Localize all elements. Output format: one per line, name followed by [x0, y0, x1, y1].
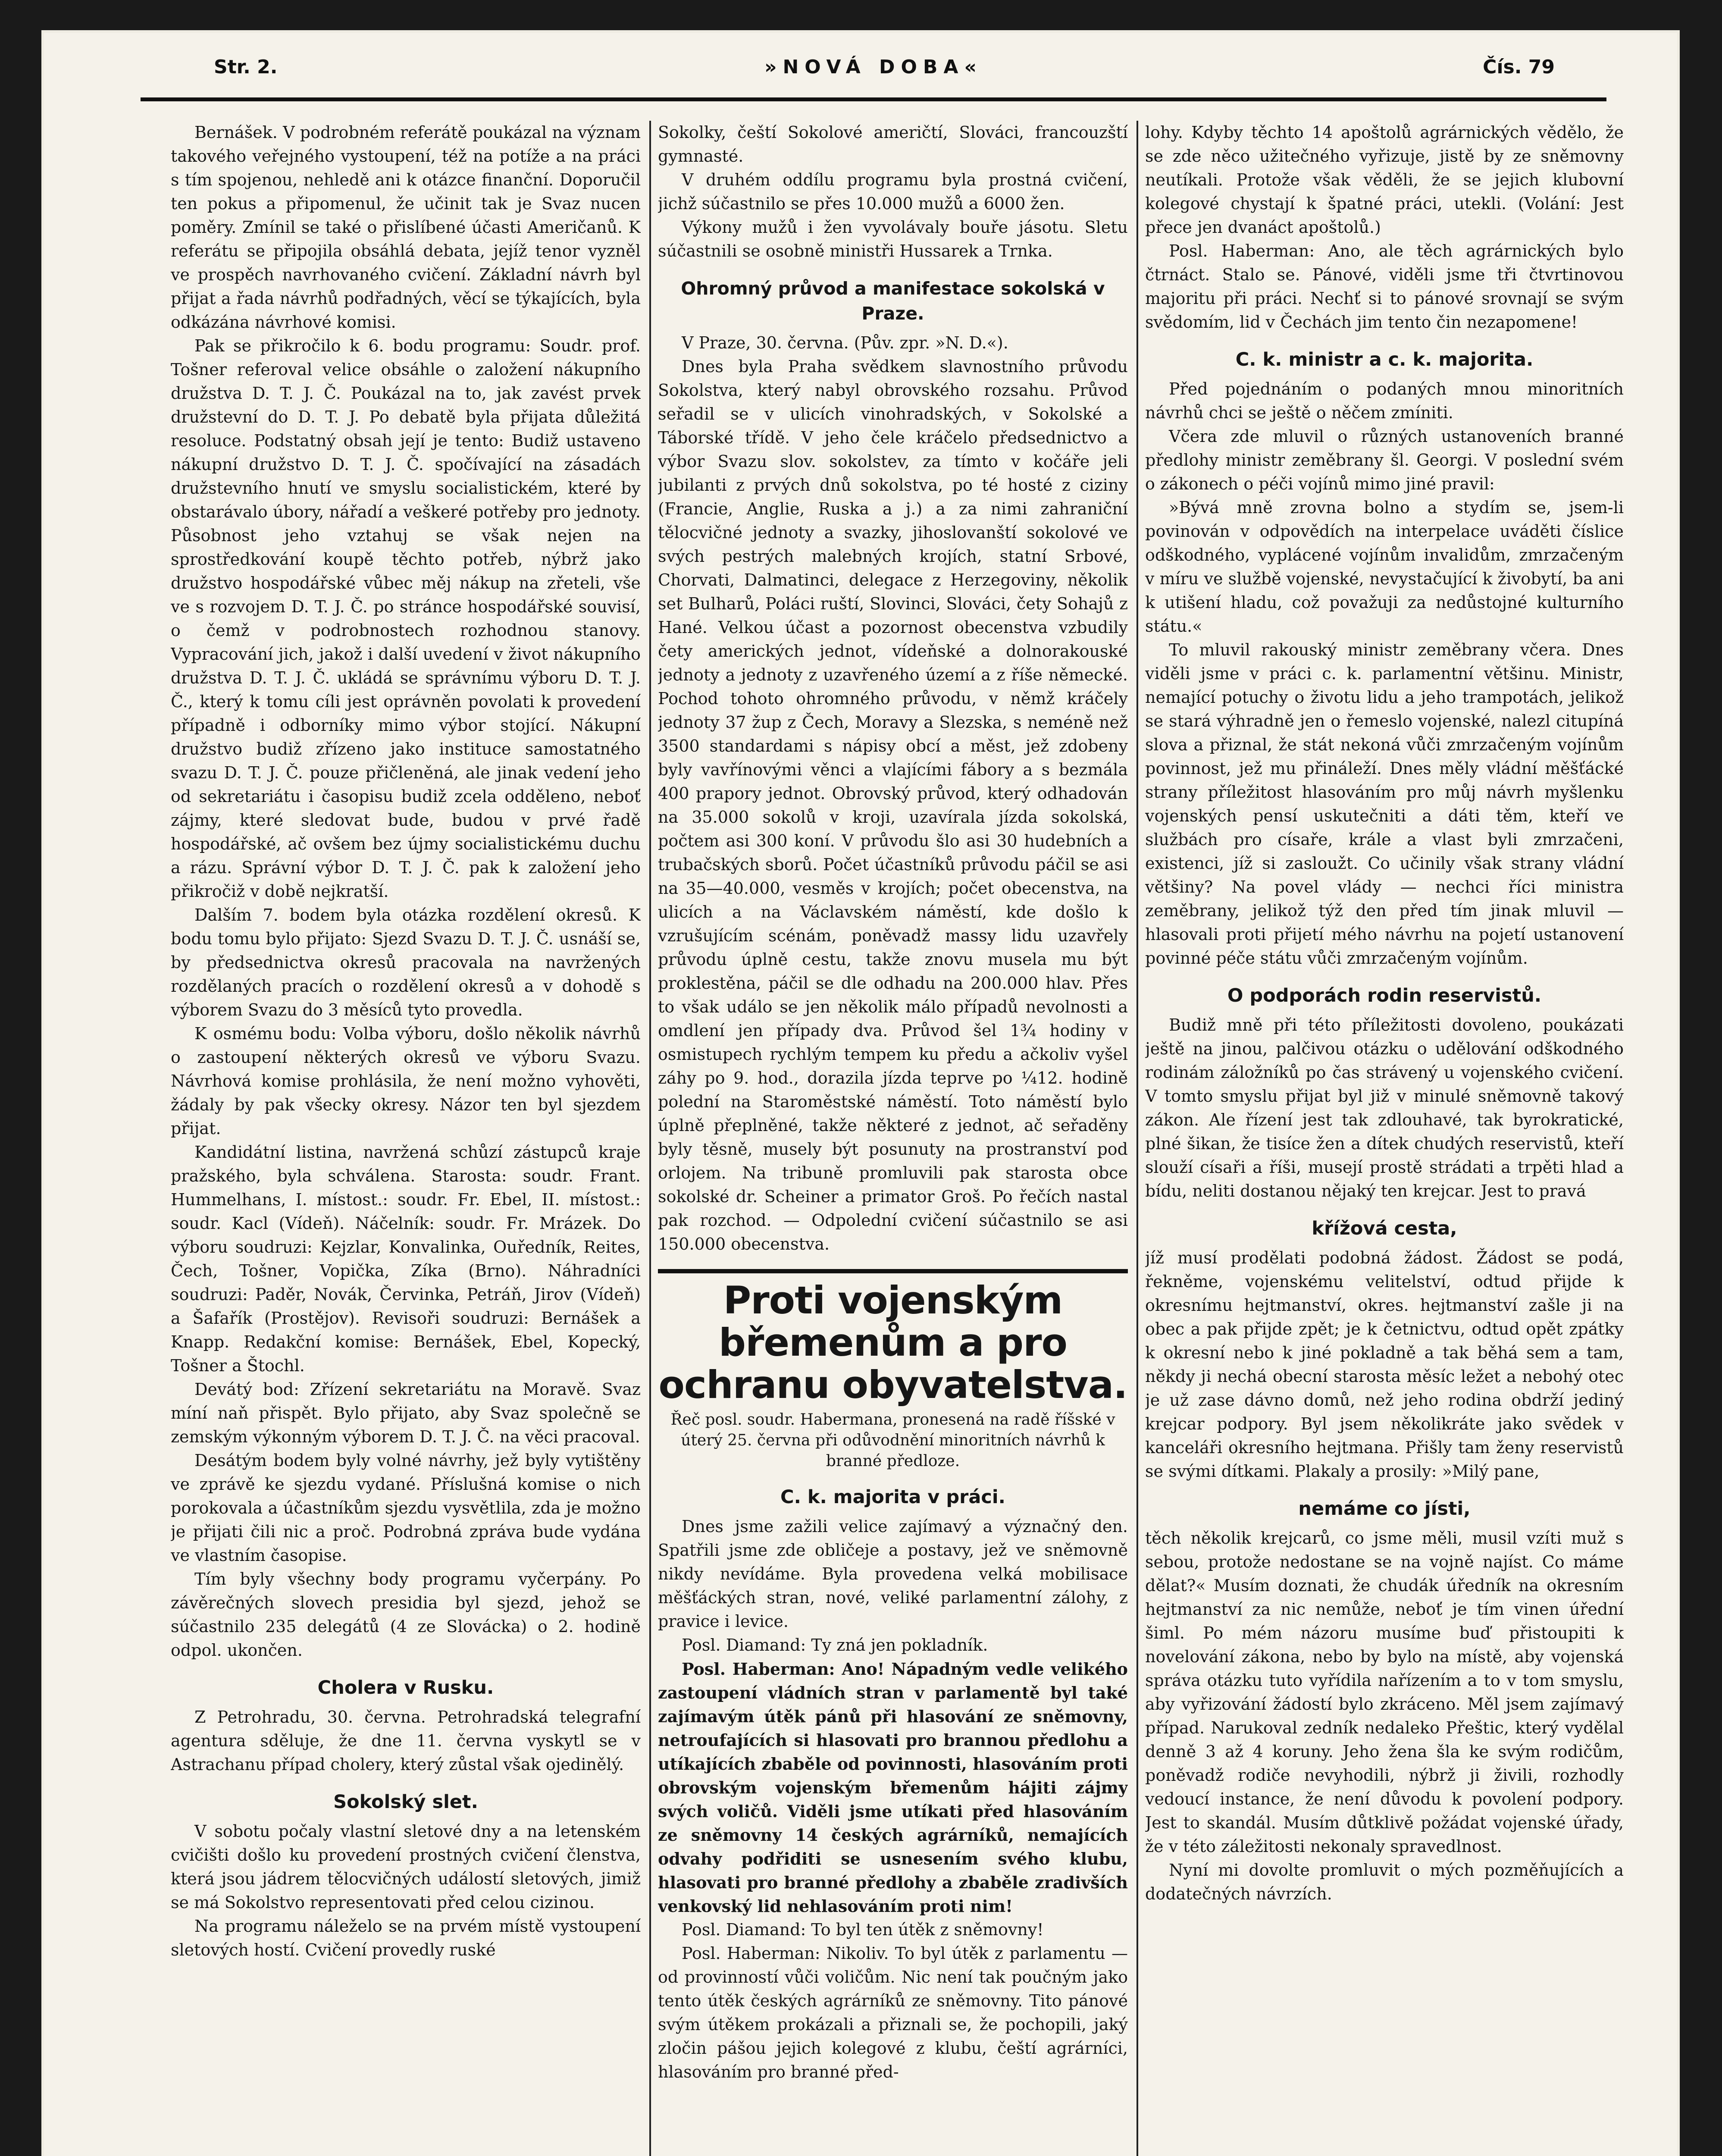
headline-majorita: C. k. majorita v práci. [780, 1486, 1005, 1508]
paragraph: Posl. Diamand: Ty zná jen pokladník. [682, 1636, 988, 1655]
issue-number: Čís. 79 [1483, 56, 1555, 78]
headline-ministr: C. k. ministr a c. k. majorita. [1235, 349, 1534, 370]
paragraph: Z Petrohradu, 30. června. Petrohradská telegrafní agentura sděluje, že dne 11. června vyskytl se v Astrachanu případ cholery, který zůstal však ojedinělý. [171, 1708, 641, 1774]
paragraph: Devátý bod: Zřízení sekretariátu na Moravě. Svaz míní naň přispět. Bylo přijato, aby Svaz společně se zemským výkonným výborem D. T. J. Č. na věci pracoval. [171, 1380, 641, 1446]
paragraph: Posl. Diamand: To byl ten útěk z sněmovny! [682, 1920, 1044, 1939]
paragraph: Posl. Haberman: Ano! Nápadným vedle velikého zastoupení vládních stran v parlamentě byl také zajímavým útěk pánů při hlasování ze sněmovny, netroufajících si hlasovati pro brannou předlohu a utíkajících zbaběle od povinnosti, hlasováním proti obrovským vojenským břemenům hájiti zájmy svých voličů. Viděli jsme utíkati před hlasováním ze sněmovny 14 českých agrárníků, nemajících odvahy podřiditi se usnesením svého klubu, hlasovati pro branné předlohy a zbaběle zradivších venkovský lid nehlasováním proti nim! [658, 1659, 1128, 1916]
masthead-title: »NOVÁ DOBA« [764, 56, 983, 78]
headline-subtitle: Řeč posl. soudr. Habermana, pronesená na radě říšské v úterý 25. června při odůvodnění minoritních návrhů k branné předloze. [670, 1411, 1115, 1470]
paragraph: Bernášek. V podrobném referátě poukázal na význam takového veřejného vystoupení, též na potíže a na práci s tím spojenou, nehledě ani k otázce finanční. Doporučil ten pokus a připomenul, že učinit tak je Svaz nucen poměry. Zmínil se také o přislíbené účasti Američanů. K referátu se připojila obsáhlá debata, jejíž tenor vyzněl ve prospěch navrhovaného cvičení. Základní návrh byl přijat a řada návrhů podřadných, věcí se týkajících, byla odkázána návrhové komisi. [171, 123, 641, 332]
paragraph: Výkony mužů i žen vyvolávaly bouře jásotu. Sletu súčastnili se osobně ministři Hussarek a Trnka. [658, 218, 1128, 260]
page-number: Str. 2. [214, 56, 278, 78]
page-header [141, 50, 1606, 101]
headline-cholera: Cholera v Rusku. [317, 1677, 494, 1698]
paragraph: Budiž mně při této příležitosti dovoleno, poukázati ještě na jinou, palčivou otázku o udělování odškodného rodinám záložníků po čas strávený u vojenského cvičení. V tomto smyslu přijat byl již v minulé sněmovně takový zákon. Ale řízení jest tak zdlouhavé, tak byrokratické, plné šikan, že tisíce žen a dítek chudých reservistů, kteří slouží císaři a říši, musejí prostě strádati a trpěti hlad a bídu, neliti dostanou nějaký ten krejcar. Jest to pravá [1145, 1015, 1624, 1200]
paragraph: Desátým bodem byly volné návrhy, jež byly vytištěny ve zprávě ke sjezdu vydané. Příslušná komise o nich porokovala a účastníkům sjezdu vysvětlila, zda je možno je přijati čili nic a proč. Podrobná zpráva bude vydána ve vlastním časopise. [171, 1451, 641, 1565]
headline-krizova-cesta: křížová cesta, [1312, 1218, 1457, 1239]
article-separator [658, 1269, 1128, 1406]
paragraph: Včera zde mluvil o různých ustanoveních branné předlohy ministr zeměbrany šl. Georgi. V poslední svém o zákonech o péči vojínů mimo jiné pravil: [1145, 427, 1624, 493]
paragraph: Kandidátní listina, navržená schůzí zástupců kraje pražského, byla schválena. Starosta: soudr. Frant. Hummelhans, I. místost.: soudr. Fr. Ebel, II. místost.: soudr. Kacl (Vídeň). Náčelník: soudr. Fr. Mrázek. Do výboru soudruzi: Kejzlar, Konvalinka, Ouředník, Reites, Čech, Tošner, Vopička, Zíka (Brno). Náhradníci soudruzi: Paděr, Novák, Červinka, Petráň, Jirov (Vídeň) a Šafařík (Prostějov). Revisoři soudruzi: Bernášek a Knapp. Redakční komise: Bernášek, Ebel, Kopecký, Tošner a Štochl. [171, 1143, 641, 1375]
paragraph: Dnes jsme zažili velice zajímavý a význačný den. Spatřili jsme zde obličeje a postavy, jež ve sněmovně nikdy nevídáme. Byla provedena velká mobilisace měšťáckých stran, nové, veliké parlamentní zálohy, z pravice i levice. [658, 1517, 1128, 1631]
paragraph: Pak se přikročilo k 6. bodu programu: Soudr. prof. Tošner referoval velice obsáhle o založení nákupního družstva D. T. J. Č. Poukázal na to, jak zavést prvek družstevní do D. T. J. Po debatě byla přijata důležitá resoluce. Podstatný obsah její je tento: Budiž ustaveno nákupní družstvo D. T. J. Č. spočívající na zásadách družstevního hnutí ve smyslu socialistickém, které by obstarávalo úbory, nářadí a veškeré potřeby pro jednoty. Působnost jeho vztahuj se však nejen na sprostředkování koupě těchto potřeb, nýbrž jako družstvo hospodářské vůbec měj nákup na zřeteli, vše ve s rozvojem D. T. J. Č. po stránce hospodářské souvisí, o čemž v podrobnostech rozhodnou stanovy. Vypracování jich, jakož i další uvedení v život nákupního družstva D. T. J. Č. ukládá se správnímu výboru D. T. J. Č., který k tomu cíli jest oprávněn povolati k provedení případně i odborníky mimo výbor stojící. Nákupní družstvo budiž zřízeno jako instituce samostatného svazu D. T. J. Č. pouze přičleněná, ale jinak vedení jeho od sekretariátu i časopisu budiž zcela odděleno, neboť zájmy, které sledovat bude, budou v prvé řadě hospodářské, ač ovšem bez újmy socialistickému duchu a rázu. Správní výbor D. T. J. Č. pak k založení jeho přikročiž v době nejkratší. [171, 336, 641, 901]
article-body [171, 121, 1624, 2156]
headline-podpory: O podporách rodin reservistů. [1227, 985, 1542, 1006]
paragraph: Před pojednáním o podaných mnou minoritních návrhů chci se ještě o něčem zmíniti. [1145, 379, 1624, 422]
paragraph: Dalším 7. bodem byla otázka rozdělení okresů. K bodu tomu bylo přijato: Sjezd Svazu D. T. J. Č. usnáší se, by předsednictva okresů pracovala na navržených rozdělaných pracích o rozdělení okresů a v dohodě s výborem Svazu do 3 měsíců tyto provedla. [171, 906, 641, 1019]
paragraph: K osmému bodu: Volba výboru, došlo několik návrhů o zastoupení některých okresů ve výboru Svazu. Návrhová komise prohlásila, že není možno vyhověti, žádaly by pak všecky okresy. Názor ten byl sjezdem přijat. [171, 1024, 641, 1138]
column-3 [1145, 121, 1624, 2156]
headline-nemame-co-jisti: nemáme co jísti, [1298, 1498, 1471, 1520]
paragraph: Sokolky, čeští Sokolové američtí, Slováci, francouzští gymnasté. [658, 123, 1128, 166]
paragraph: těch několik krejcarů, co jsme měli, musil vzíti muž s sebou, protože nedostane se na vojně najíst. Co máme dělat?« Musím doznati, že chudák úředník na okresním hejtmanství za nic nemůže, neboť je tím vinen úřední šiml. Po mém názoru musíme buď přistoupiti k novelování zákona, nebo by bylo na místě, aby vojenská správa otázku tuto vyřídila nařízením a to v tom smyslu, aby vyřizování žádostí bylo zkráceno. Měl jsem zajímavý případ. Narukoval zedník nedaleko Přeštic, který vydělal denně 3 až 4 koruny. Jeho žena šla ke svým rodičům, poněvadž rodiče nevyhodili, nýbrž ji živili, rozhodly vedoucí instance, že není důvodu k povolení podpory. Jest to skandál. Musím důtklivě požádat vojenské úřady, že v této záležitosti nekonaly spravedlnost. [1145, 1529, 1624, 1856]
column-rule [1137, 121, 1138, 2156]
paragraph: V druhém oddílu programu byla prostná cvičení, jichž súčastnilo se přes 10.000 mužů a 6000 žen. [658, 170, 1128, 213]
paragraph: V sobotu počaly vlastní sletové dny a na letenském cvičišti došlo ku provedení prostných cvičení členstva, která jsou jádrem tělocvičných událostí sletových, jimiž se má Sokolstvo representovati před celou cizinou. [171, 1822, 641, 1912]
headline-sokol-slet: Sokolský slet. [333, 1791, 478, 1813]
paragraph: Nyní mi dovolte promluvit o mých pozměňujících a dodatečných návrzích. [1145, 1861, 1624, 1903]
paragraph: Posl. Haberman: Ano, ale těch agrárnických bylo čtrnáct. Stalo se. Pánové, viděli jsme tři čtvrtinovou majoritu při práci. Nechť si to pánové srovnají se svým svědomím, lid v Čechách jim tento čin nezapomene! [1145, 241, 1624, 332]
paragraph: Dnes byla Praha svědkem slavnostního průvodu Sokolstva, který nabyl obrovského rozsahu. Průvod seřadil se v ulicích vinohradských, v Sokolské a Táborské třídě. V jeho čele kráčelo předsednictvo a výbor Svazu slov. sokolstev, za tímto v kočáře jeli jubilanti z prvých dnů sokolstva, po té hosté z ciziny (Francie, Anglie, Ruska a j.) a za nimi zahraniční tělocvičné jednoty a svazky, jihoslovanští sokolové ve svých pestrých malebných krojích, statní Srbové, Chorvati, Dalmatinci, delegace z Herzegoviny, několik set Bulharů, Poláci ruští, Slovinci, Slováci, čety Sohajů z Hané. Velkou účast a pozornost obecenstva vzbudily čety amerických jednot, vídeňské a dolnorakouské jednoty a jednoty z uzavřeného území a z říše německé. Pochod tohoto ohromného průvodu, v němž kráčely jednoty 37 žup z Čech, Moravy a Slezska, s neméně než 3500 standardami s nápisy obcí a měst, jež zdobeny byly vavřínovými věnci a vlajícími fábory a s bezmála 400 prapory jednot. Obrovský průvod, který odhadován na 35.000 sokolů v kroji, uzavírala jízda sokolská, počtem asi 300 koní. V průvodu šlo asi 30 hudebních a trubačských sborů. Počet účastníků průvodu páčil se asi na 35—40.000, vesměs v krojích; počet obecenstva, na ulicích a na Václavském náměstí, kde došlo k vzrušujícím scénám, poněvadž massy lidu uzavřely průvodu úplně cestu, takže znovu musela mu být proklestěna, páčil se dle odhadu na 200.000 hlav. Přes to však událo se jen několik málo případů nevolnosti a omdlení jen případy dva. Průvod šel 1¾ hodiny v osmistupech rychlým tempem ku předu a ačkoliv vyšel záhy po 9. hod., dorazila jízda teprve po ¼12. hodině polední na Staroměstské náměstí. Toto náměstí bylo úplně přeplněné, takže některé z jednot, ač seřaděny byly těsně, musely být posunuty na prostranství pod orlojem. Na tribuně promluvili pak starosta obce sokolské dr. Scheiner a primator Groš. Po řečích nastal pak rozchod. — Odpolední cvičení súčastnilo se asi 150.000 obecenstva. [658, 357, 1128, 1253]
column-rule [649, 121, 651, 2156]
column-2 [658, 121, 1128, 2156]
main-headline: Proti vojenským břemenům a pro ochranu obyvatelstva. [658, 1278, 1127, 1407]
paragraph: lohy. Kdyby těchto 14 apoštolů agrárnických vědělo, že se zde něco užitečného vyřizuje, jistě by ze sněmovny neutíkali. Protože však věděli, že se jejich klubovní kolegové chystají k špatné práci, utekli. (Volání: Jest přece jen dvanáct apoštolů.) [1145, 123, 1624, 237]
quote-paragraph: »Bývá mně zrovna bolno a stydím se, jsem-li povinován v odpovědích na interpelace uváděti číslice odškodného, vyplácené vojínům invalidům, zmrzačeným v míru ve službě vojenské, nevystačující k živobytí, ba ani k utišení hladu, což považuji za nedůstojné kulturního státu.« [1145, 498, 1624, 636]
paragraph: To mluvil rakouský ministr zeměbrany včera. Dnes viděli jsme v práci c. k. parlamentní většinu. Ministr, nemající potuchy o životu lidu a jeho trampotách, jelikož se stará výhradně jen o řemeslo vojenské, nalezl citupíná slova a přiznal, že stát nekoná vůči zmrzačeným vojínům povinnost, jež mu přináleží. Dnes měly vládní měšťácké strany příležitost hlasováním pro můj návrh myšlenku vojenských pensí uskutečniti a dáti těm, kteří ve službách pro císaře, krále a vlast byli zmrzačeni, existenci, jíž si zasloužt. Co učinily však strany vládní většiny? Na povel vlády — nechci říci ministra zeměbrany, jelikož týž den před tím jinak mluvil — hlasovali proti přijetí mého návrhu na pojetí ustanovení povinné péče státu vůči zmrzačeným vojínům. [1145, 640, 1624, 968]
newspaper-page [41, 30, 1680, 2156]
paragraph: Na programu náleželo se na prvém místě vystoupení sletových hostí. Cvičení provedly ruské [171, 1917, 641, 1959]
dateline: V Praze, 30. června. (Pův. zpr. »N. D.«). [682, 333, 1008, 352]
paragraph: jíž musí prodělati podobná žádost. Žádost se podá, řekněme, vojenskému velitelství, odtud přijde k okresnímu hejtmanství, okres. hejtmanství zašle ji na obec a pak přijde zpět; je k četnictvu, odtud opět zpátky k okresní nebo k jiné pokladně a tak běhá sem a tam, někdy ji nechá obecní starosta měsíc ležet a nebohý otec je už zase dávno domů, než jeho rodina obdrží jediný krejcar podpory. Byl jsem několikráte jako svědek v kanceláři okresního hejtmana. Přišly tam ženy reservistů se svými dítkami. Plakaly a prosily: »Milý pane, [1145, 1248, 1624, 1481]
paragraph: Tím byly všechny body programu vyčerpány. Po závěrečných slovech presidia byl sjezd, jehož se súčastnilo 235 delegátů (4 ze Slovácka) o 2. hodině odpol. ukončen. [171, 1570, 641, 1660]
paragraph: Posl. Haberman: Nikoliv. To byl útěk z parlamentu — od provinností vůči voličům. Nic není tak poučným jako tento útěk českých agrárníků ze sněmovny. Tito pánové svým útěkem prokázali a přiznali se, že pochopili, jaký zločin pášou jejich kolegové z klubu, čeští agrárníci, hlasováním pro branné před- [658, 1944, 1128, 2081]
headline-pruvod: Ohromný průvod a manifestace sokolská v Praze. [681, 278, 1105, 324]
column-1 [171, 121, 641, 2156]
